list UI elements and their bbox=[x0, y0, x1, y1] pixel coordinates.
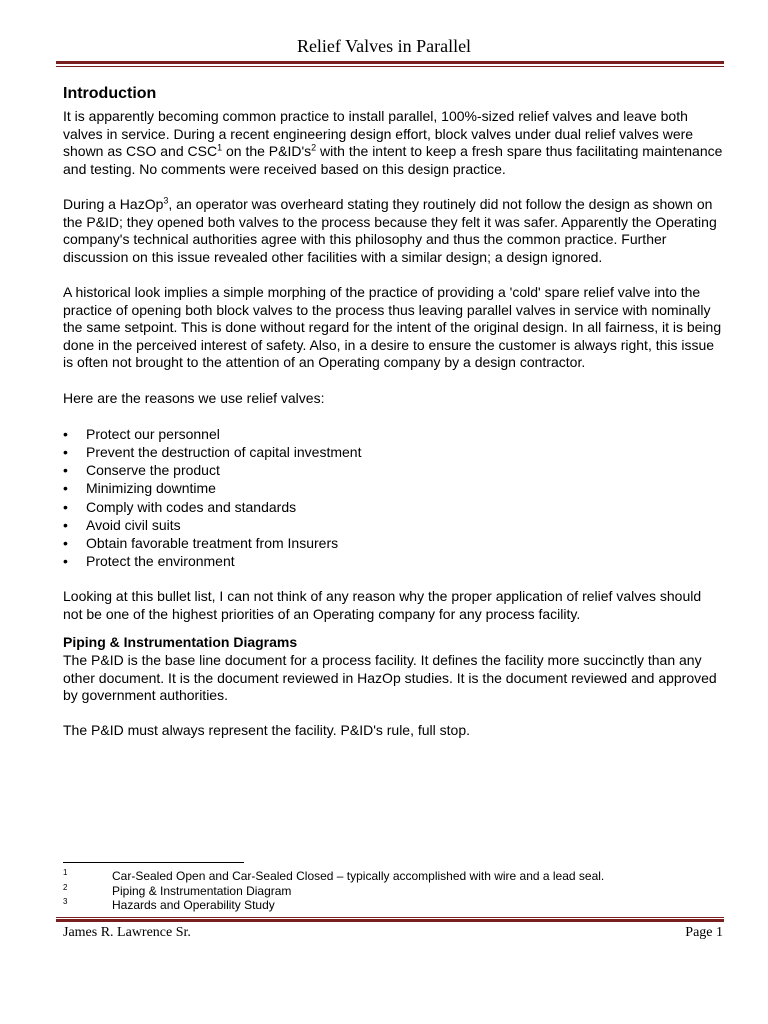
list-item: • Prevent the destruction of capital investment bbox=[63, 443, 362, 460]
bullet-icon: • bbox=[63, 443, 68, 460]
bullet-icon: • bbox=[63, 516, 68, 533]
footnote-1 bbox=[63, 869, 723, 884]
bullet-icon: • bbox=[63, 553, 68, 570]
footnote-2 bbox=[63, 884, 723, 899]
list-item: • Conserve the product bbox=[63, 462, 220, 479]
list-item: • Obtain favorable treatment from Insurers bbox=[63, 534, 339, 551]
footnote-ref-3[interactable]: 3 bbox=[163, 195, 169, 206]
pid-paragraph-2: The P&ID must always represent the facility. P&ID's rule, full stop. bbox=[63, 722, 471, 739]
pid-heading: Piping & Instrumentation Diagrams bbox=[63, 634, 298, 651]
reasons-list bbox=[63, 425, 723, 571]
bullet-icon: • bbox=[63, 480, 68, 497]
footnote-separator bbox=[63, 862, 244, 863]
intro-paragraph-4: Here are the reasons we use relief valves: bbox=[63, 389, 325, 406]
bullet-icon: • bbox=[63, 498, 68, 515]
footnote-ref-2[interactable]: 2 bbox=[311, 142, 317, 153]
list-item: • Protect the environment bbox=[63, 553, 235, 570]
footnotes bbox=[63, 869, 723, 913]
bullet-icon: • bbox=[63, 462, 68, 479]
bullet-icon: • bbox=[63, 534, 68, 551]
pid-paragraph-1: The P&ID is the base line document for a process facility. It defines the facility more succinctly than any other document. It is the document reviewed in HazOp studies. It is the document reviewed and approved by government authorities. bbox=[63, 652, 717, 704]
header-rule-thick bbox=[56, 61, 724, 64]
footer-author: James R. Lawrence Sr. bbox=[63, 925, 191, 940]
bullet-icon: • bbox=[63, 425, 68, 442]
introduction-heading: Introduction bbox=[63, 85, 157, 102]
footnote-text: Piping & Instrumentation Diagram bbox=[112, 883, 292, 898]
footer-rule-thick bbox=[56, 919, 724, 922]
footnote-text: Hazards and Operability Study bbox=[112, 898, 275, 912]
footer-rule-thin bbox=[56, 917, 724, 918]
header-rule-thin bbox=[56, 66, 724, 67]
intro-paragraph-5: Looking at this bullet list, I can not think of any reason why the proper application of relief valves should not be one of the highest priorities of an Operating company for any process facility. bbox=[63, 587, 702, 622]
intro-paragraph-2: During a HazOp$^3$, an operator was overheard stating they routinely did not follow the design as shown on the P&ID; they opened both valves to the process because they felt it was safer. Apparently the Operating company's technical authorities agree with this philosophy and thus the common practice. Further discussion on this issue revealed other facilities with a similar design; a design ignored. bbox=[63, 195, 717, 265]
footnote-3 bbox=[63, 898, 723, 913]
footnote-number: 3 bbox=[63, 897, 68, 906]
footnote-number: 2 bbox=[63, 882, 68, 892]
list-item: • Comply with codes and standards bbox=[63, 498, 297, 515]
list-item: • Avoid civil suits bbox=[63, 516, 181, 533]
page-header-title: Relief Valves in Parallel bbox=[296, 36, 472, 56]
footer-page-number: Page 1 bbox=[685, 925, 723, 940]
intro-paragraph-3: A historical look implies a simple morphing of the practice of providing a 'cold' spare relief valve into the practice of opening both block valves to the process thus leaving parallel valves in service with nominally the same setpoint. This is done without regard for the intent of the original design. In all fairness, it is being done in the perceived interest of safety. Also, in a desire to ensure the customer is always right, this issue is often not brought to the attention of an Operating company by a design contractor. bbox=[63, 283, 722, 371]
document-body bbox=[63, 84, 723, 740]
footnote-ref-1[interactable]: 1 bbox=[217, 142, 223, 153]
footnote-number: 1 bbox=[63, 868, 68, 877]
list-item: • Minimizing downtime bbox=[63, 480, 216, 497]
list-item: • Protect our personnel bbox=[63, 425, 220, 442]
intro-paragraph-1: It is apparently becoming common practice to install parallel, 100%-sized relief valves and leave both valves in service. During a recent engineering design effort, block valves under dual relief valves were shown as CSO and CSC$^1$ on the $P\&ID's^2$ with the intent to keep a fresh spare thus facilitating maintenance and testing. No comments were received based on this design practice. bbox=[63, 108, 723, 177]
footnote-text: Car-Sealed Open and Car-Sealed Closed – typically accomplished with wire and a lead seal. bbox=[112, 869, 605, 883]
